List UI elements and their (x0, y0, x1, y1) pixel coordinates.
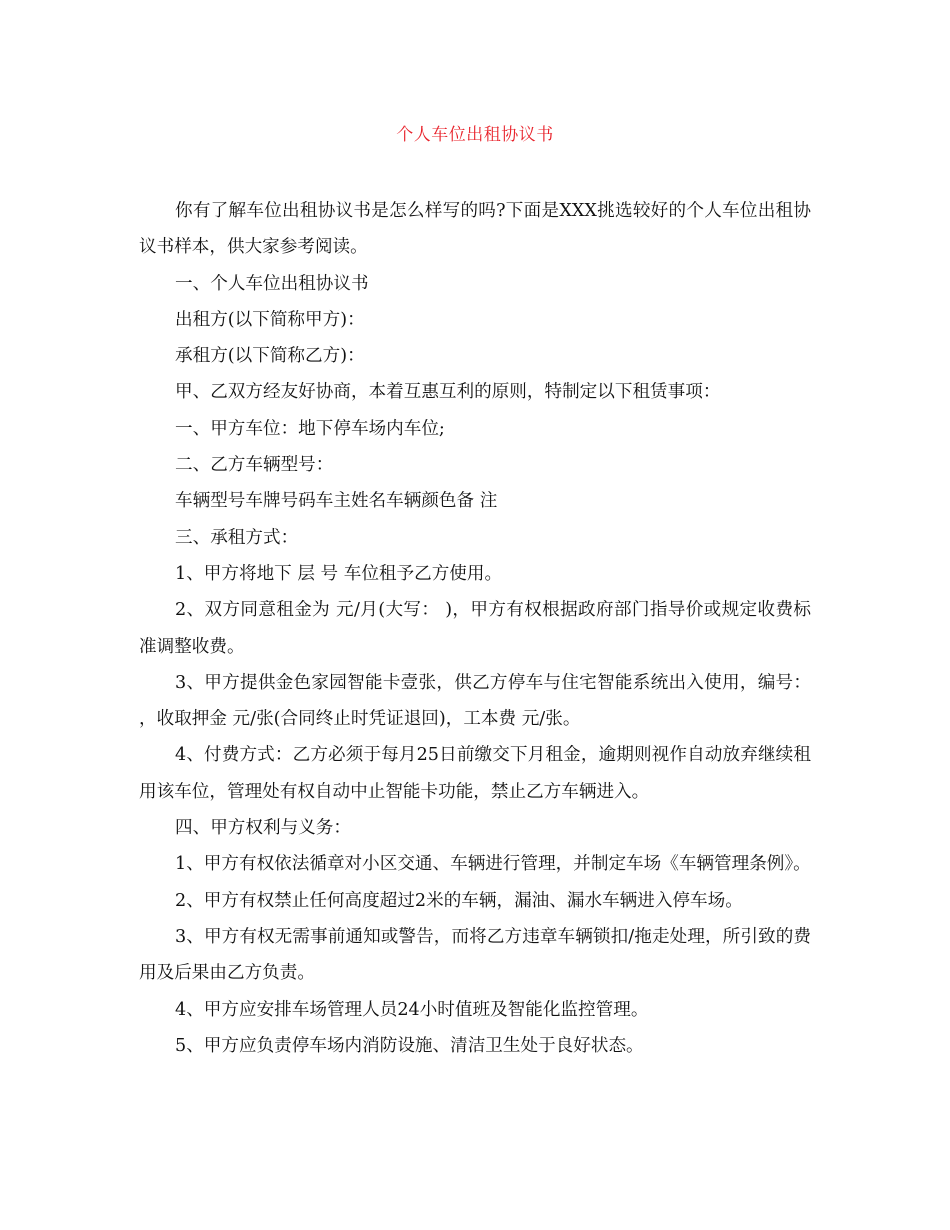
lessee-line: 承租方(以下简称乙方)： (175, 346, 365, 367)
rental-item-2: 2、双方同意租金为 元/月(大写： )，甲方有权根据政府部门指导价或规定收费标准调整收费。 (139, 600, 811, 657)
document-body (139, 193, 811, 1064)
rights-item-3: 3、甲方有权无需事前通知或警告，而将乙方违章车辆锁扣/拖走处理，所引致的费用及后果由乙方负责。 (139, 926, 811, 984)
rental-item-1: 1、甲方将地下 层 号 车位租予乙方使用。 (175, 563, 503, 584)
clause-vehicle-model: 二、乙方车辆型号： (175, 455, 334, 476)
clause-parking-space: 一、甲方车位：地下停车场内车位; (175, 418, 445, 439)
rental-item-3: 3、甲方提供金色家园智能卡壹张，供乙方停车与住宅智能系统出入使用，编号： ，收取押金 元/张(合同终止时凭证退回)，工本费 元/张。 (139, 672, 811, 730)
rental-item-4: 4、付费方式：乙方必须于每月25日前缴交下月租金，逾期则视作自动放弃继续租用该车位，管理处有权自动中止智能卡功能，禁止乙方车辆进入。 (139, 745, 811, 802)
rights-item-5: 5、甲方应负责停车场内消防设施、清洁卫生处于良好状态。 (175, 1035, 644, 1056)
page-title: 个人车位出租协议书 (396, 125, 554, 145)
clause-lessor-rights: 四、甲方权利与义务： (175, 818, 351, 839)
rights-item-1: 1、甲方有权依法循章对小区交通、车辆进行管理，并制定车场《车辆管理条例》。 (175, 854, 811, 875)
lessor-line: 出租方(以下简称甲方)： (175, 309, 365, 330)
section-heading: 一、个人车位出租协议书 (175, 273, 369, 294)
rights-item-2: 2、甲方有权禁止任何高度超过2米的车辆，漏油、漏水车辆进入停车场。 (175, 890, 743, 911)
clause-rental-method: 三、承租方式： (175, 527, 299, 548)
rights-item-4: 4、甲方应安排车场管理人员24小时值班及智能化监控管理。 (175, 999, 649, 1020)
intro-paragraph: 你有了解车位出租协议书是怎么样写的吗?下面是XXX挑选较好的个人车位出租协议书样本，供大家参考阅读。 (139, 201, 811, 258)
agreement-preamble: 甲、乙双方经友好协商，本着互惠互利的原则，特制定以下租赁事项： (175, 382, 721, 403)
vehicle-info-fields: 车辆型号车牌号码车主姓名车辆颜色备 注 (175, 491, 498, 512)
